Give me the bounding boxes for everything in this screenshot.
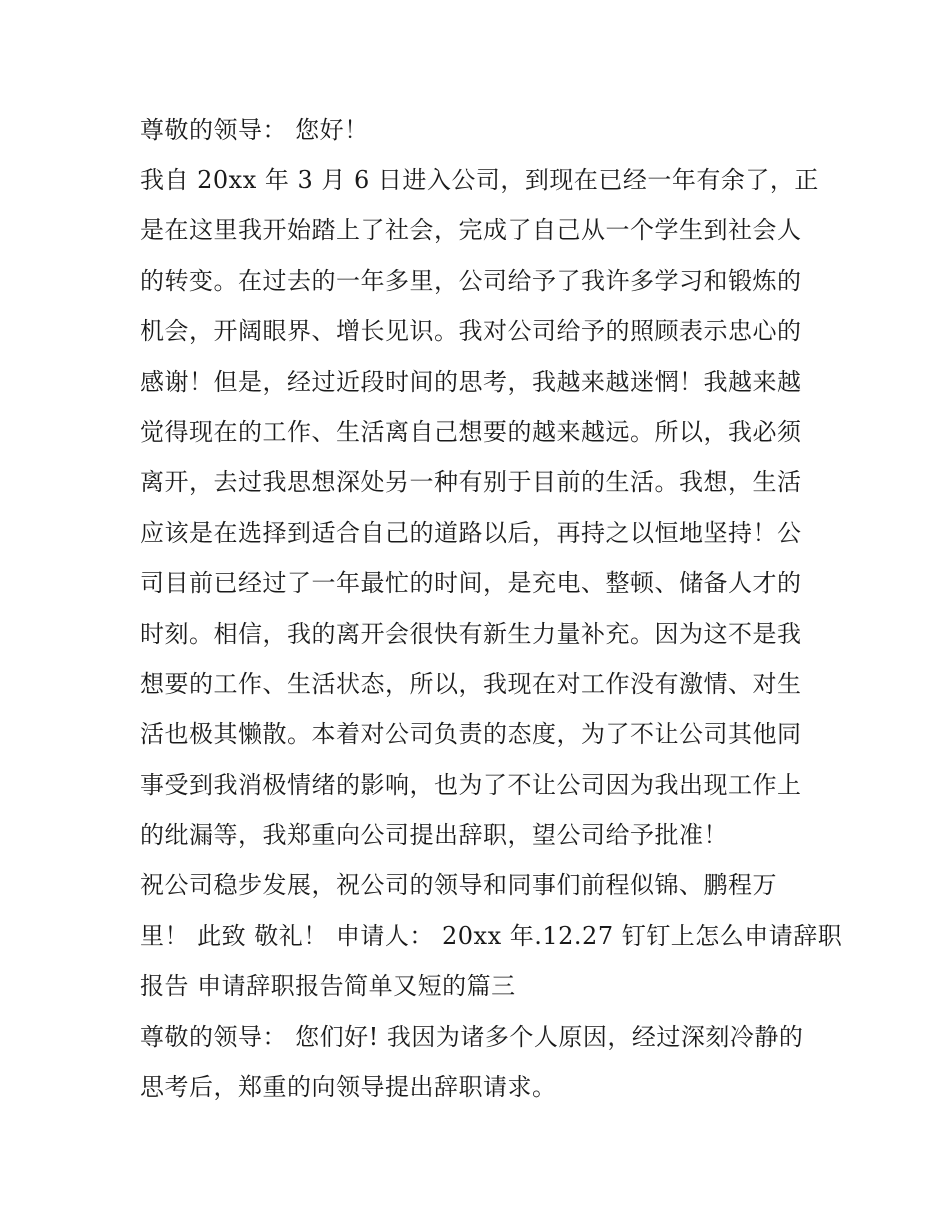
text-line: 离开，去过我思想深处另一种有别于目前的生活。我想，生活 — [140, 468, 802, 496]
text-line: 报告 申请辞职报告简单又短的篇三 — [140, 972, 516, 1000]
text-line: 里！ 此致 敬礼！ 申请人： 20xx 年.12.27 钉钉上怎么申请辞职 — [140, 922, 843, 950]
text-line: 是在这里我开始踏上了社会，完成了自己从一个学生到社会人 — [140, 216, 802, 244]
text-line: 祝公司稳步发展，祝公司的领导和同事们前程似锦、鹏程万 — [140, 871, 777, 899]
text-line: 尊敬的领导： 您们好! 我因为诸多个人原因，经过深刻冷静的 — [140, 1023, 804, 1051]
text-line: 活也极其懒散。本着对公司负责的态度，为了不让公司其他同 — [140, 720, 802, 748]
text-line: 感谢！但是，经过近段时间的思考，我越来越迷惘！我越来越 — [140, 368, 802, 396]
text-line: 想要的工作、生活状态，所以，我现在对工作没有激情、对生 — [140, 670, 802, 698]
text-line: 机会，开阔眼界、增长见识。我对公司给予的照顾表示忠心的 — [140, 317, 802, 345]
text-line: 的纰漏等，我郑重向公司提出辞职，望公司给予批准！ — [140, 821, 728, 849]
text-line: 思考后，郑重的向领导提出辞职请求。 — [140, 1073, 557, 1101]
text-line: 司目前已经过了一年最忙的时间，是充电、整顿、储备人才的 — [140, 569, 802, 597]
text-line: 事受到我消极情绪的影响，也为了不让公司因为我出现工作上 — [140, 771, 802, 799]
text-line: 我自 20xx 年 3 月 6 日进入公司，到现在已经一年有余了，正 — [140, 166, 819, 194]
text-line: 应该是在选择到适合自己的道路以后，再持之以恒地坚持！公 — [140, 519, 802, 547]
text-line: 尊敬的领导： 您好！ — [140, 116, 369, 144]
text-line: 的转变。在过去的一年多里，公司给予了我许多学习和锻炼的 — [140, 267, 802, 295]
text-line: 觉得现在的工作、生活离自己想要的越来越远。所以，我必须 — [140, 418, 802, 446]
text-line: 时刻。相信，我的离开会很快有新生力量补充。因为这不是我 — [140, 620, 802, 648]
